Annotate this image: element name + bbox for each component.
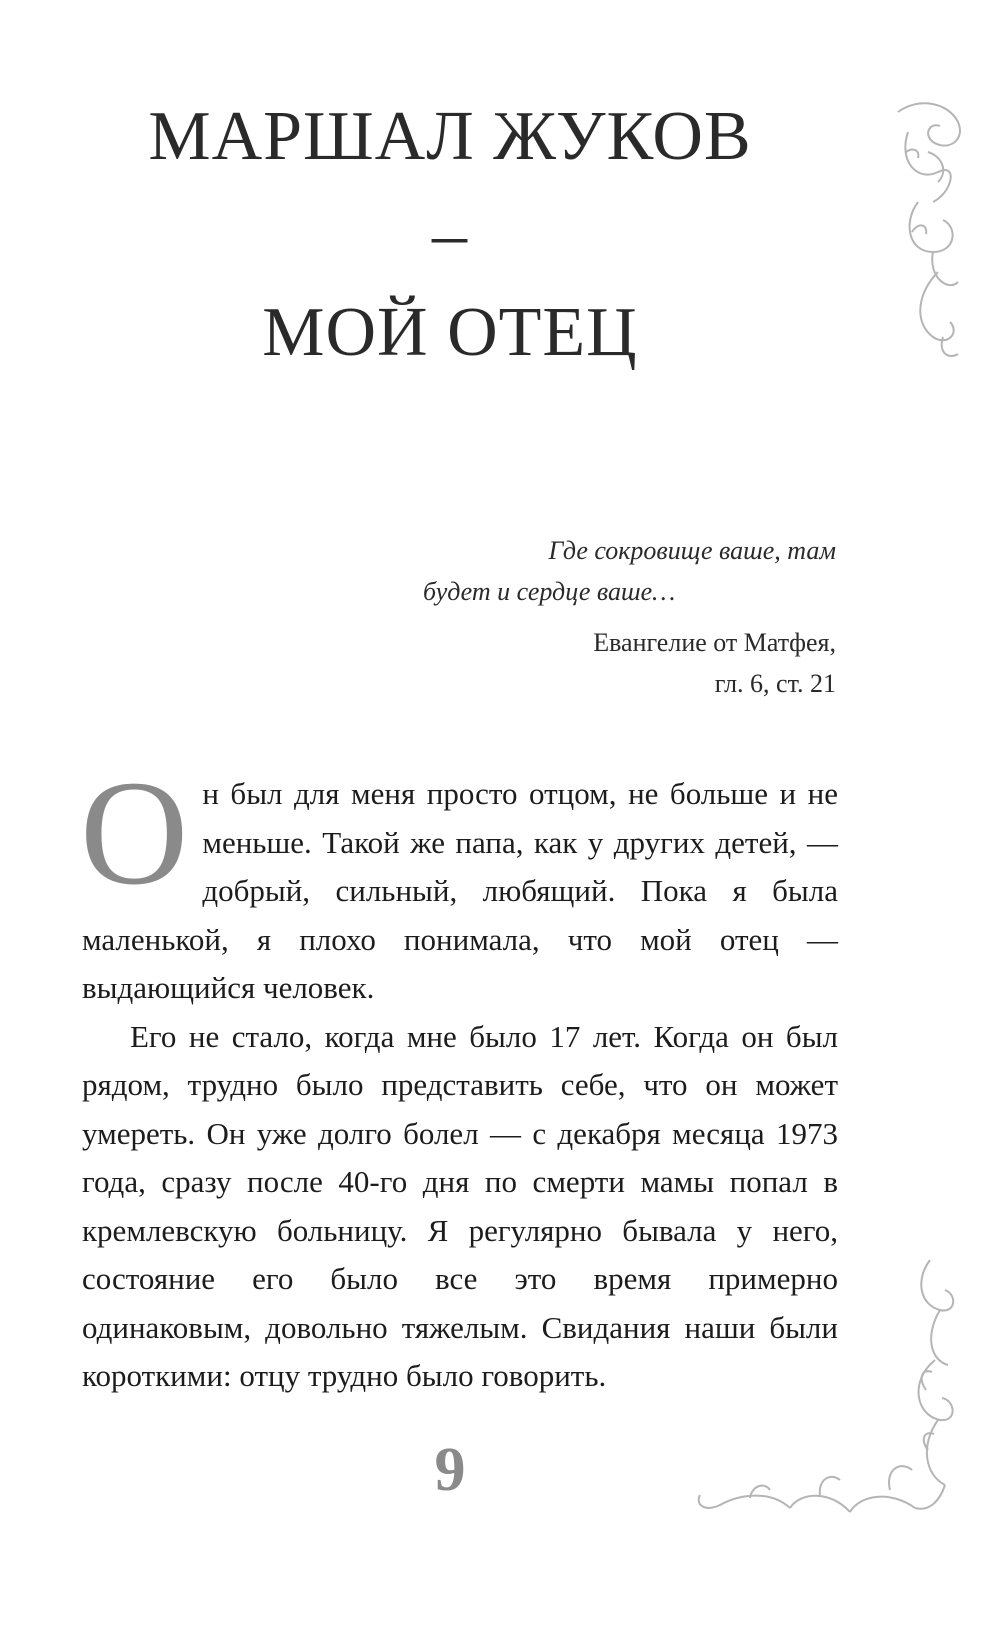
drop-cap: О bbox=[80, 750, 189, 916]
epigraph-source-line-2: гл. 6, ст. 21 bbox=[714, 669, 836, 698]
corner-ornament-bottom-icon bbox=[690, 1250, 960, 1522]
epigraph-source-line-1: Евангелие от Матфея, bbox=[593, 628, 836, 657]
epigraph-source bbox=[360, 622, 836, 704]
chapter-title-line-1: МАРШАЛ ЖУКОВ – bbox=[148, 98, 752, 273]
paragraph-1 bbox=[80, 750, 838, 1013]
page-number: 9 bbox=[434, 1436, 466, 1504]
corner-ornament-top-icon bbox=[888, 92, 968, 364]
epigraph-quote-line-2: будет и сердце ваше… bbox=[423, 577, 676, 606]
epigraph bbox=[360, 530, 836, 704]
paragraph-1-text: н был для меня просто отцом, не больше и не меньше. Такой же папа, как у других детей, — добрый, сильный, любящий. Пока я была маленькой, я плохо понимала, что мой отец — выдающийся человек. bbox=[82, 776, 838, 1005]
chapter-title-line-2: МОЙ ОТЕЦ bbox=[262, 294, 638, 371]
epigraph-quote bbox=[360, 530, 836, 612]
chapter-title bbox=[130, 88, 770, 382]
epigraph-quote-line-1: Где сокровище ваше, там bbox=[548, 536, 836, 565]
paragraph-2: Его не стало, когда мне было 17 лет. Когда он был рядом, трудно было представить себе, что он может умереть. Он уже долго болел — с декабря месяца 1973 года, сразу после 40-го дня по смерти мамы попал в кремлевскую больницу. Я регулярно бывала у него, состояние его было все это время примерно одинаковым, довольно тяжелым. Свидания наши были короткими: отцу трудно было говорить. bbox=[82, 1018, 838, 1393]
